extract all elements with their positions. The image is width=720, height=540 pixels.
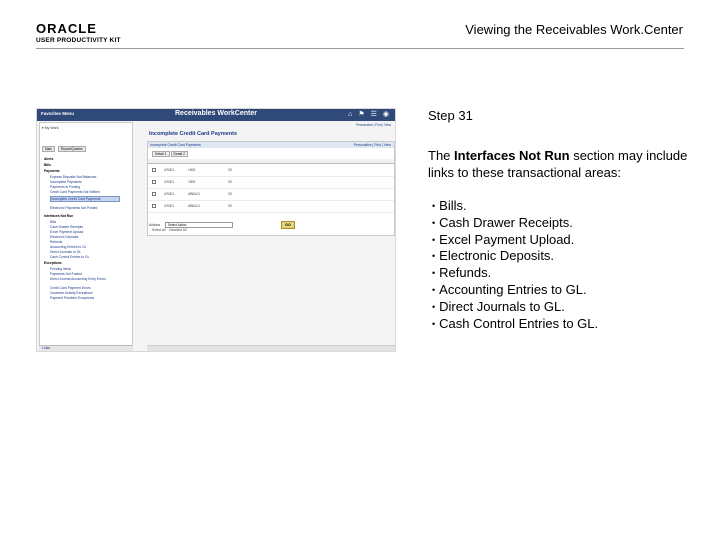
page-title: Viewing the Receivables Work.Center — [465, 22, 683, 37]
list-item: • Excel Payment Upload. — [432, 232, 598, 249]
cell-amount: 25 — [228, 204, 232, 208]
list-item: • Bills. — [432, 198, 598, 215]
list-item[interactable]: Payment Predictor Exceptions — [50, 296, 95, 300]
list-item[interactable]: Incomplete Payments — [50, 180, 82, 184]
cell-id: 1500 — [188, 180, 196, 184]
tab-main[interactable]: Main — [42, 146, 55, 152]
row-checkbox[interactable] — [152, 168, 156, 172]
group-exceptions[interactable]: Exceptions — [44, 261, 62, 265]
row-checkbox[interactable] — [152, 192, 156, 196]
action-dropdown[interactable]: Select Action — [165, 222, 233, 228]
go-button[interactable]: GO — [281, 221, 295, 229]
links-label: Links — [42, 346, 51, 350]
deselect-all-link[interactable]: Deselect All — [169, 228, 187, 232]
actions-label: Actions — [149, 223, 161, 227]
topbar-icons — [348, 111, 389, 119]
application-screenshot — [36, 108, 396, 352]
app-topbar — [37, 109, 395, 121]
list-item-selected[interactable]: Incomplete Credit Card Payments — [50, 196, 120, 202]
workcenter-title: Receivables WorkCenter — [175, 110, 257, 117]
transaction-area-list — [432, 198, 598, 332]
header-links[interactable]: Personalize | Find | View — [356, 123, 391, 127]
compass-icon[interactable]: ◉ — [382, 111, 389, 118]
workcenter-left-panel — [39, 122, 133, 349]
logo-text: ORACLE — [36, 21, 97, 36]
cell-id: ABBL01 — [188, 192, 201, 196]
step-body-suffix: section may include links to these transactional areas: — [428, 148, 688, 180]
cell-amount: 25 — [228, 180, 232, 184]
step-body-prefix: The — [428, 148, 455, 163]
table-row[interactable] — [148, 177, 394, 189]
cell-unit: US001 — [164, 192, 175, 196]
row-checkbox[interactable] — [152, 180, 156, 184]
list-item[interactable]: Electronic Deposits — [50, 235, 79, 239]
tab-detail-1[interactable]: Detail 1 — [152, 151, 170, 157]
cell-unit: US001 — [164, 204, 175, 208]
main-page-title: Incomplete Credit Card Payments — [149, 131, 238, 137]
flag-icon[interactable]: ⚑ — [358, 111, 365, 118]
list-item[interactable]: Cash Control Entries to GL — [50, 255, 90, 259]
links-section[interactable] — [39, 345, 133, 352]
list-item: • Cash Drawer Receipts. — [432, 215, 598, 232]
list-item: • Direct Journals to GL. — [432, 299, 598, 316]
cell-amount: 25 — [228, 192, 232, 196]
list-item[interactable]: Accounting Entries to GL — [50, 245, 87, 249]
list-item: • Electronic Deposits. — [432, 248, 598, 265]
list-item: • Refunds. — [432, 265, 598, 282]
cell-unit: US001 — [164, 180, 175, 184]
list-item: • Cash Control Entries to GL. — [432, 316, 598, 333]
cell-amount: 25 — [228, 168, 232, 172]
list-item[interactable]: Refunds — [50, 240, 63, 244]
cell-id: 1500 — [188, 168, 196, 172]
tab-reports-queries[interactable]: Report/Queries — [58, 146, 86, 152]
list-item[interactable]: Payments in Posting — [50, 185, 81, 189]
table-row[interactable] — [148, 201, 394, 213]
list-item[interactable]: Express Deposits Not Balanced — [50, 175, 97, 179]
my-work-label: My Work — [44, 126, 59, 130]
select-all-link[interactable]: Select All — [152, 228, 166, 232]
group-bills[interactable]: Bills — [44, 163, 51, 167]
tab-detail-2[interactable]: Detail 2 — [171, 151, 189, 157]
grid-header-title: Incomplete Credit Card Payments — [150, 143, 201, 147]
table-row[interactable] — [148, 189, 394, 201]
grid-header — [148, 142, 394, 148]
step-title: Step 31 — [428, 108, 473, 123]
logo-subtitle: USER PRODUCTIVITY KIT — [36, 37, 121, 44]
cell-unit: US001 — [164, 168, 175, 172]
list-item[interactable]: Customer Activity Exceptions — [50, 291, 93, 295]
action-row — [149, 221, 329, 230]
favorites-menu[interactable]: Favorites Menu — [41, 111, 75, 116]
list-item[interactable]: Direct Journal Accounting Entry Errors — [50, 277, 106, 281]
list-item[interactable]: Credit Card Payments Not Settled — [50, 190, 100, 194]
list-item[interactable]: Credit Card Payment Errors — [50, 286, 91, 290]
grid-column-header — [148, 159, 394, 164]
step-body-bold: Interfaces Not Run — [454, 148, 570, 163]
grid-header-links[interactable]: Personalize | Find | View — [353, 143, 391, 147]
list-item[interactable]: Excel Payment Upload — [50, 230, 84, 234]
list-item[interactable]: Pending Items — [50, 267, 72, 271]
oracle-upk-logo — [36, 22, 126, 44]
row-checkbox[interactable] — [152, 204, 156, 208]
group-payments[interactable]: Payments — [44, 169, 60, 173]
list-item[interactable]: Payments Not Posted — [50, 272, 82, 276]
home-icon[interactable]: ⌂ — [348, 111, 353, 118]
group-interfaces-not-run[interactable]: Interfaces Not Run — [44, 214, 74, 218]
list-item[interactable]: Cash Drawer Receipts — [50, 225, 83, 229]
cell-id: ABBL01 — [188, 204, 201, 208]
list-item[interactable]: Electronic Payments Not Posted — [50, 206, 98, 210]
header-divider — [36, 48, 684, 49]
panel-header: ▾ My Work — [42, 126, 59, 130]
grid-tabs — [152, 151, 188, 157]
table-row[interactable] — [148, 165, 394, 177]
list-item: • Accounting Entries to GL. — [432, 282, 598, 299]
list-item[interactable]: Bills — [50, 220, 57, 224]
group-alerts[interactable]: Alerts — [44, 157, 54, 161]
menu-icon[interactable]: ☰ — [370, 111, 377, 118]
horizontal-scrollbar[interactable] — [147, 345, 395, 351]
list-item[interactable]: Direct Journals to GL — [50, 250, 81, 254]
step-description — [428, 148, 688, 182]
